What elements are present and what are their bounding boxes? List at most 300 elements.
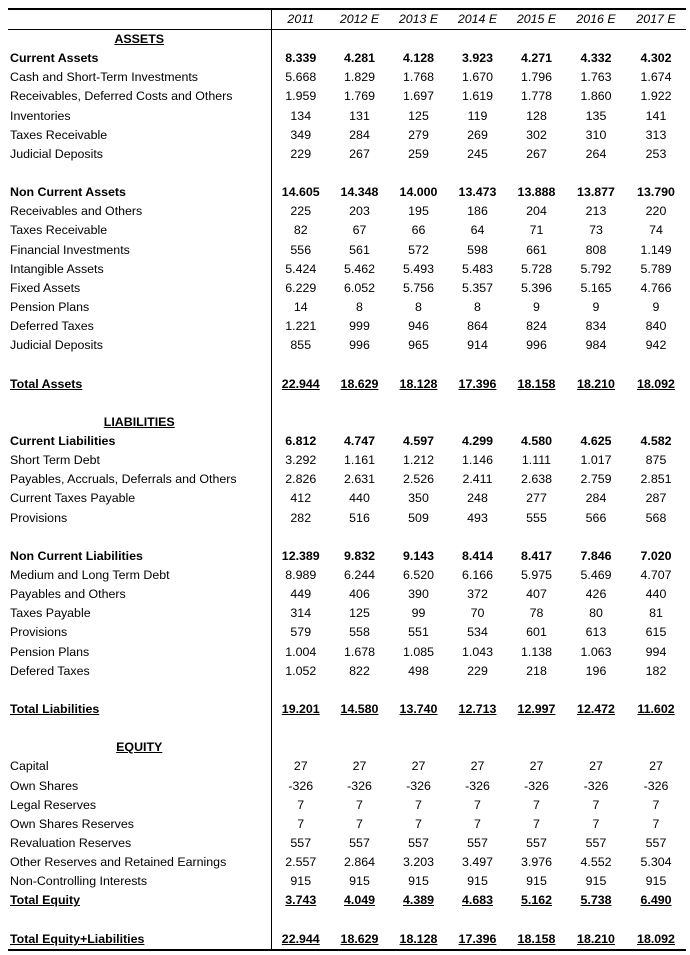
row-label: Total Equity: [8, 891, 271, 910]
table-row: [8, 547, 686, 566]
value-cell: [389, 910, 448, 929]
value-cell: 557: [290, 835, 312, 850]
value-cell: 213: [585, 204, 607, 219]
value-cell: 4.302: [640, 51, 672, 66]
header-label-cell: [8, 9, 271, 30]
value-cell: 27: [529, 759, 544, 774]
value-cell: 5.469: [580, 568, 612, 582]
row-label: Non Current Liabilities: [8, 547, 271, 566]
value-cell: [626, 910, 686, 929]
value-cell: 946: [408, 319, 429, 334]
balance-sheet-table: [8, 8, 686, 951]
value-cell: 1.043: [461, 644, 493, 659]
value-cell: 27: [470, 759, 485, 774]
value-cell: 14.605: [281, 185, 320, 200]
value-cell: 4.597: [402, 434, 434, 449]
value-cell: 18.092: [626, 930, 686, 950]
value-cell: 7: [592, 797, 600, 812]
row-label: Fixed Assets: [8, 279, 271, 298]
row-label: [8, 355, 271, 374]
value-cell: 5.165: [580, 280, 612, 295]
value-cell: 4.389: [402, 893, 434, 908]
value-cell: [389, 394, 448, 413]
value-cell: 82: [293, 223, 308, 238]
value-cell: 17.396: [458, 376, 497, 391]
value-cell: [271, 719, 330, 738]
value-cell: [271, 394, 330, 413]
value-cell: 426: [585, 587, 607, 602]
value-cell: 1.922: [640, 89, 672, 104]
value-cell: 66: [411, 223, 426, 238]
value-cell: 1.004: [285, 644, 317, 659]
value-cell: 5.162: [520, 893, 552, 908]
value-cell: 6.490: [640, 893, 672, 908]
table-body: [8, 30, 686, 950]
value-cell: 12.713: [458, 701, 497, 716]
table-row: [8, 910, 686, 929]
year-header: 2017 E: [626, 9, 686, 30]
value-cell: [626, 394, 686, 413]
value-cell: 1.052: [285, 663, 317, 678]
value-cell: 4.299: [461, 434, 493, 449]
value-cell: 282: [290, 510, 312, 525]
value-cell: 5.738: [580, 893, 612, 908]
table-row: [8, 413, 686, 432]
value-cell: 81: [649, 606, 663, 621]
value-cell: 218: [526, 663, 547, 678]
year-header: 2016 E: [566, 9, 626, 30]
value-cell: 4.128: [402, 51, 434, 66]
value-cell: 277: [526, 491, 547, 506]
value-cell: 135: [585, 108, 607, 123]
value-cell: 5.357: [461, 280, 493, 295]
row-label: [8, 528, 271, 547]
value-cell: 13.473: [458, 185, 497, 200]
table-row: [8, 891, 686, 910]
value-cell: 440: [645, 587, 667, 602]
value-cell: 808: [585, 242, 607, 257]
row-label: Legal Reserves: [8, 796, 271, 815]
value-cell: 4.580: [520, 434, 552, 449]
value-cell: 915: [408, 874, 429, 889]
value-cell: 556: [290, 242, 312, 257]
value-cell: 824: [526, 319, 547, 334]
value-cell: 4.049: [343, 893, 375, 908]
value-cell: 557: [645, 835, 667, 850]
table-row: [8, 643, 686, 662]
value-cell: 220: [645, 204, 667, 219]
value-cell: 245: [467, 146, 488, 161]
value-cell: [271, 355, 330, 374]
table-row: [8, 930, 686, 950]
table-row: [8, 738, 686, 757]
row-label: Payables, Accruals, Deferrals and Others: [8, 470, 271, 489]
year-header: 2014 E: [448, 9, 507, 30]
table-row: [8, 528, 686, 547]
value-cell: 915: [467, 874, 488, 889]
table-row: [8, 834, 686, 853]
value-cell: 1.670: [461, 70, 493, 85]
value-cell: 18.128: [399, 376, 438, 391]
value-cell: 7: [297, 816, 305, 831]
value-cell: [330, 910, 389, 929]
value-cell: 557: [408, 835, 429, 850]
table-row: [8, 279, 686, 298]
value-cell: -326: [583, 778, 609, 793]
value-cell: 557: [467, 835, 488, 850]
value-cell: 598: [467, 242, 488, 257]
year-header: 2011: [271, 9, 330, 30]
table-row: [8, 183, 686, 202]
value-cell: 1.678: [343, 644, 375, 659]
row-label: LIABILITIES: [8, 413, 271, 432]
value-cell: -326: [347, 778, 372, 793]
value-cell: 1.138: [520, 644, 552, 659]
value-cell: 601: [526, 625, 547, 640]
value-cell: 7: [415, 816, 422, 831]
value-cell: [566, 355, 626, 374]
row-label: Payables and Others: [8, 585, 271, 604]
value-cell: 834: [585, 319, 607, 334]
value-cell: [330, 394, 389, 413]
value-cell: [507, 910, 566, 929]
table-row: [8, 298, 686, 317]
value-cell: 350: [408, 491, 429, 506]
value-cell: [566, 164, 626, 183]
value-cell: 349: [290, 127, 312, 142]
row-label: Receivables and Others: [8, 202, 271, 221]
value-cell: [389, 681, 448, 700]
value-cell: 7: [297, 797, 305, 812]
value-cell: 5.792: [580, 261, 612, 276]
row-label: [8, 164, 271, 183]
value-cell: [448, 164, 507, 183]
value-cell: 1.763: [580, 70, 612, 85]
value-cell: 9: [652, 300, 660, 315]
value-cell: [626, 738, 686, 757]
value-cell: 1.769: [343, 89, 375, 104]
value-cell: 80: [589, 606, 603, 621]
row-label: Short Term Debt: [8, 451, 271, 470]
year-header: 2012 E: [330, 9, 389, 30]
value-cell: 8: [356, 300, 363, 315]
value-cell: 74: [649, 223, 663, 238]
value-cell: 572: [408, 242, 429, 257]
value-cell: [566, 738, 626, 757]
table-row: [8, 107, 686, 126]
value-cell: 1.768: [402, 70, 434, 85]
value-cell: 284: [349, 127, 370, 142]
row-label: Own Shares: [8, 776, 271, 795]
value-cell: 516: [349, 510, 370, 525]
value-cell: [330, 355, 389, 374]
value-cell: [271, 528, 330, 547]
value-cell: [389, 355, 448, 374]
value-cell: 5.483: [461, 261, 493, 276]
value-cell: 7: [356, 816, 363, 831]
value-cell: 1.619: [461, 89, 493, 104]
value-cell: 12.472: [577, 701, 615, 716]
table-row: [8, 489, 686, 508]
value-cell: [448, 910, 507, 929]
value-cell: 1.111: [521, 453, 552, 468]
value-cell: -326: [524, 778, 549, 793]
value-cell: [626, 528, 686, 547]
value-cell: 18.210: [566, 930, 626, 950]
value-cell: 18.629: [330, 930, 389, 950]
value-cell: 1.221: [285, 319, 317, 334]
value-cell: 372: [467, 587, 488, 602]
table-row: [8, 30, 686, 50]
value-cell: 9.832: [343, 548, 375, 563]
value-cell: 7: [533, 797, 540, 812]
value-cell: 557: [349, 835, 370, 850]
table-row: [8, 681, 686, 700]
value-cell: 2.759: [580, 472, 612, 487]
table-row: [8, 375, 686, 394]
table-row: [8, 241, 686, 260]
value-cell: [448, 681, 507, 700]
row-label: Defered Taxes: [8, 662, 271, 681]
value-cell: 2.557: [285, 855, 317, 870]
value-cell: 19.201: [281, 701, 320, 716]
value-cell: 4.271: [520, 51, 552, 66]
table-row: [8, 221, 686, 240]
value-cell: 7: [356, 797, 363, 812]
value-cell: 259: [408, 146, 429, 161]
value-cell: [330, 413, 389, 432]
value-cell: 7.020: [640, 548, 672, 563]
value-cell: 4.625: [580, 434, 612, 449]
value-cell: 7: [474, 797, 481, 812]
table-row: [8, 87, 686, 106]
value-cell: 27: [589, 759, 603, 774]
value-cell: 4.582: [640, 434, 672, 449]
value-cell: 9: [533, 300, 540, 315]
value-cell: 5.756: [402, 280, 434, 295]
value-cell: 2.638: [520, 472, 552, 487]
row-label: Non-Controlling Interests: [8, 872, 271, 891]
value-cell: 1.697: [402, 89, 434, 104]
value-cell: 412: [290, 491, 312, 506]
value-cell: 996: [349, 338, 370, 353]
value-cell: 14.580: [340, 701, 379, 716]
table-row: [8, 317, 686, 336]
value-cell: 186: [467, 204, 488, 219]
value-cell: -326: [406, 778, 431, 793]
row-label: Deferred Taxes: [8, 317, 271, 336]
value-cell: [389, 413, 448, 432]
row-label: Receivables, Deferred Costs and Others: [8, 87, 271, 106]
value-cell: 229: [467, 663, 488, 678]
value-cell: 615: [645, 625, 667, 640]
value-cell: [507, 681, 566, 700]
value-cell: 12.389: [281, 548, 320, 563]
row-label: Financial Investments: [8, 241, 271, 260]
table-row: [8, 394, 686, 413]
table-row: [8, 126, 686, 145]
table-row: [8, 470, 686, 489]
value-cell: [626, 30, 686, 50]
value-cell: 7: [415, 797, 422, 812]
value-cell: 314: [290, 606, 312, 621]
value-cell: 6.166: [461, 568, 493, 582]
year-header: 2013 E: [389, 9, 448, 30]
value-cell: 6.229: [285, 280, 317, 295]
value-cell: [271, 681, 330, 700]
value-cell: 3.497: [461, 855, 493, 870]
value-cell: 493: [467, 510, 488, 525]
value-cell: 6.520: [402, 568, 434, 582]
value-cell: 4.281: [343, 51, 375, 66]
table-row: [8, 49, 686, 68]
table-row: [8, 815, 686, 834]
value-cell: 6.052: [343, 280, 375, 295]
value-cell: 8.989: [285, 568, 317, 582]
value-cell: 1.017: [580, 453, 612, 468]
value-cell: 568: [645, 510, 667, 525]
row-label: Capital: [8, 757, 271, 776]
value-cell: 5.462: [343, 261, 375, 276]
value-cell: 253: [645, 146, 667, 161]
value-cell: 17.396: [448, 930, 507, 950]
value-cell: 1.796: [520, 70, 552, 85]
value-cell: 18.629: [340, 376, 379, 391]
value-cell: 13.790: [637, 185, 675, 200]
value-cell: 5.728: [520, 261, 552, 276]
value-cell: 407: [526, 587, 547, 602]
value-cell: 9: [592, 300, 600, 315]
value-cell: [330, 738, 389, 757]
row-label: Judicial Deposits: [8, 145, 271, 164]
value-cell: [271, 738, 330, 757]
value-cell: 18.092: [637, 376, 675, 391]
value-cell: 287: [645, 491, 667, 506]
value-cell: 1.778: [520, 89, 552, 104]
value-cell: [626, 355, 686, 374]
value-cell: 125: [408, 108, 429, 123]
row-label: ASSETS: [8, 30, 271, 50]
row-label: Current Assets: [8, 49, 271, 68]
value-cell: 4.683: [461, 893, 493, 908]
value-cell: 128: [526, 108, 547, 123]
value-cell: 3.292: [285, 453, 317, 468]
row-label: Medium and Long Term Debt: [8, 566, 271, 585]
row-label: Judicial Deposits: [8, 336, 271, 355]
row-label: Taxes Receivable: [8, 221, 271, 240]
value-cell: 914: [467, 338, 488, 353]
value-cell: [507, 413, 566, 432]
value-cell: 2.851: [640, 472, 672, 487]
value-cell: 71: [529, 223, 544, 238]
value-cell: 7: [652, 797, 660, 812]
table-row: [8, 585, 686, 604]
value-cell: 13.740: [399, 701, 438, 716]
value-cell: [448, 394, 507, 413]
value-cell: 78: [529, 606, 544, 621]
value-cell: 915: [290, 874, 312, 889]
row-label: Provisions: [8, 509, 271, 528]
value-cell: 406: [349, 587, 370, 602]
value-cell: 1.063: [580, 644, 612, 659]
value-cell: [626, 164, 686, 183]
value-cell: [389, 528, 448, 547]
table-row: [8, 260, 686, 279]
row-label: Current Liabilities: [8, 432, 271, 451]
value-cell: 67: [352, 223, 367, 238]
row-label: Total Equity+Liabilities: [8, 930, 271, 950]
table-row: [8, 68, 686, 87]
table-row: [8, 757, 686, 776]
value-cell: 131: [349, 108, 370, 123]
value-cell: 4.766: [640, 280, 672, 295]
value-cell: -326: [643, 778, 669, 793]
value-cell: 557: [585, 835, 607, 850]
value-cell: [507, 355, 566, 374]
value-cell: 302: [526, 127, 547, 142]
value-cell: 27: [411, 759, 426, 774]
value-cell: 534: [467, 625, 488, 640]
table-row: [8, 451, 686, 470]
value-cell: [448, 719, 507, 738]
row-label: Own Shares Reserves: [8, 815, 271, 834]
header-row: [8, 9, 686, 30]
value-cell: 284: [585, 491, 607, 506]
value-cell: 864: [467, 319, 488, 334]
value-cell: 440: [349, 491, 370, 506]
value-cell: 7.846: [580, 548, 612, 563]
value-cell: [330, 719, 389, 738]
value-cell: [330, 528, 389, 547]
value-cell: 555: [526, 510, 547, 525]
value-cell: 5.424: [285, 261, 317, 276]
value-cell: 566: [585, 510, 607, 525]
value-cell: 984: [585, 338, 607, 353]
value-cell: 915: [526, 874, 547, 889]
value-cell: [271, 164, 330, 183]
value-cell: 5.493: [402, 261, 434, 276]
value-cell: 18.210: [577, 376, 615, 391]
value-cell: [507, 30, 566, 50]
row-label: Current Taxes Payable: [8, 489, 271, 508]
value-cell: 119: [467, 108, 488, 123]
value-cell: 7: [652, 816, 660, 831]
value-cell: 1.161: [343, 453, 375, 468]
value-cell: 965: [408, 338, 429, 353]
value-cell: 561: [349, 242, 370, 257]
value-cell: [507, 738, 566, 757]
value-cell: 4.707: [640, 568, 672, 582]
value-cell: 182: [645, 663, 667, 678]
table-row: [8, 336, 686, 355]
value-cell: 855: [290, 338, 312, 353]
value-cell: 13.888: [517, 185, 556, 200]
value-cell: [389, 738, 448, 757]
value-cell: 2.631: [343, 472, 375, 487]
value-cell: 996: [526, 338, 547, 353]
value-cell: 248: [467, 491, 488, 506]
value-cell: 2.826: [285, 472, 317, 487]
value-cell: 509: [408, 510, 429, 525]
value-cell: [566, 528, 626, 547]
value-cell: 18.158: [507, 930, 566, 950]
value-cell: 70: [470, 606, 485, 621]
value-cell: 2.411: [462, 472, 493, 487]
table-row: [8, 432, 686, 451]
value-cell: 196: [585, 663, 607, 678]
value-cell: 5.396: [520, 280, 552, 295]
table-row: [8, 604, 686, 623]
